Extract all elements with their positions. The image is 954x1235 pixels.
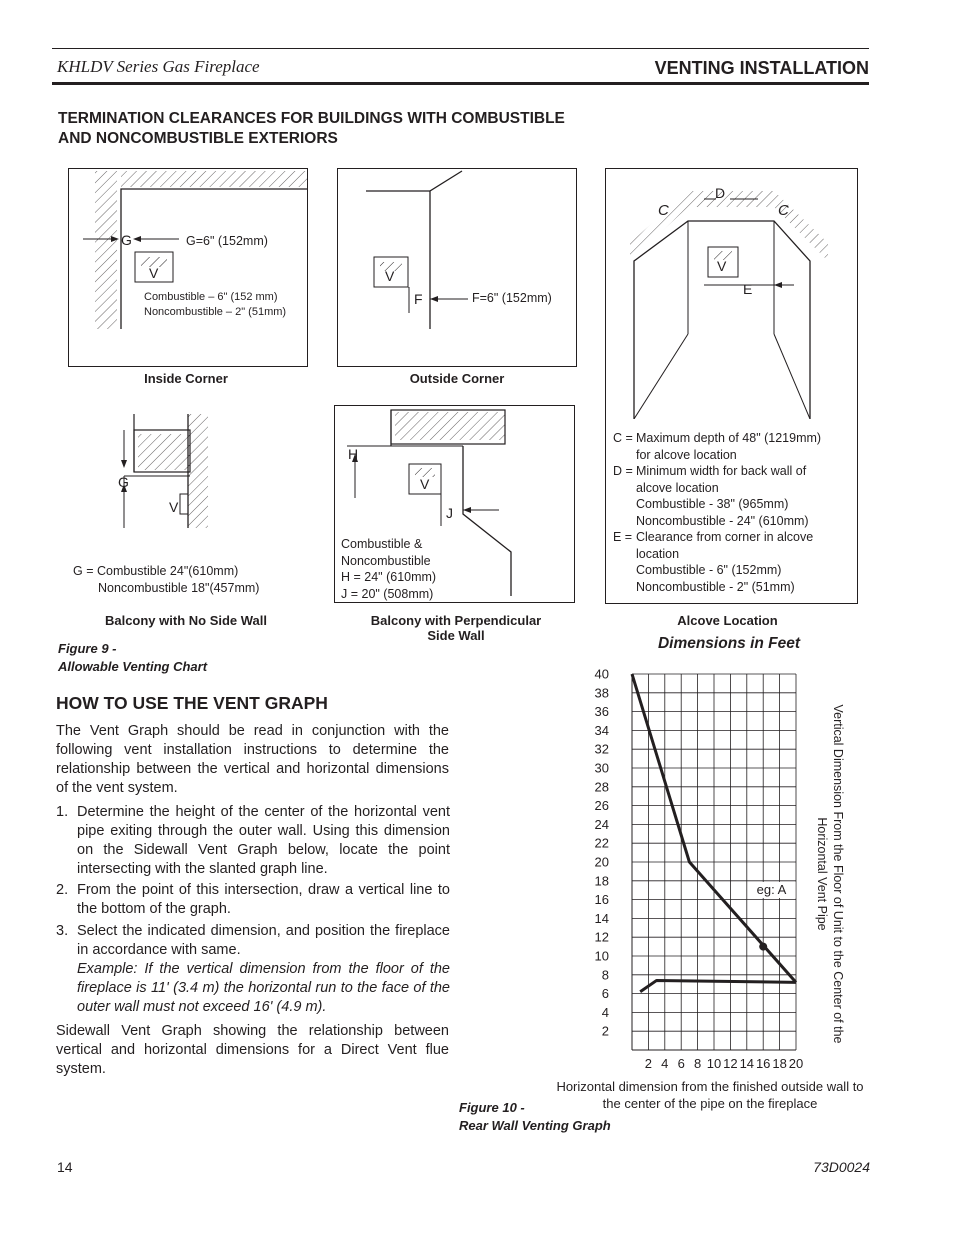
legend-d: Minimum width for back wall of alcove location Combustible - 38" (965mm) Noncombustible - 24" (610mm) — [636, 464, 809, 528]
label-c-right: C — [778, 202, 789, 219]
header-rule-top — [52, 48, 869, 49]
alcove-diagram — [605, 168, 858, 604]
header-rule-bottom — [52, 82, 869, 85]
x-tick-label: 16 — [755, 1056, 771, 1071]
x-tick-label: 10 — [706, 1056, 722, 1071]
balcony-perp-caption: Balcony with Perpendicular Side Wall — [370, 613, 542, 643]
chart-xlabel: Horizontal dimension from the finished outside wall to the center of the pipe on the fireplace — [556, 1079, 864, 1111]
y-tick-label: 20 — [594, 854, 609, 870]
document-number: 73D0024 — [813, 1159, 870, 1175]
balcony-perp-diagram — [334, 405, 575, 603]
y-tick-label: 6 — [601, 986, 609, 1002]
y-tick-label: 2 — [601, 1023, 609, 1039]
figure10-caption: Figure 10 - Rear Wall Venting Graph — [459, 1100, 611, 1133]
y-tick-label: 14 — [594, 910, 609, 926]
label-d: D — [715, 185, 726, 201]
y-tick-label: 28 — [594, 779, 609, 795]
outside-corner-caption: Outside Corner — [409, 371, 505, 386]
label-e: E — [743, 281, 753, 297]
legend-key-c: C = — [613, 431, 633, 445]
y-tick-label: 16 — [594, 892, 609, 908]
x-tick-label: 4 — [661, 1056, 669, 1071]
label-g: G — [118, 474, 129, 490]
howto-step-2: 2. From the point of this intersection, draw a vertical line to the bottom of the graph. — [56, 882, 450, 917]
y-tick-label: 36 — [594, 704, 609, 720]
y-tick-label: 24 — [594, 816, 609, 832]
y-tick-label: 22 — [594, 835, 609, 851]
legend-key-e: E = — [613, 530, 633, 544]
series-title: KHLDV Series Gas Fireplace — [57, 57, 260, 76]
x-tick-label: 20 — [788, 1056, 804, 1071]
x-tick-label: 2 — [644, 1056, 653, 1071]
howto-step-3: 3. Select the indicated dimension, and position the fireplace in accordance with same. Example: If the vertical dimension from the floor of the fireplace is 11' (3.4 m) the horizontal run to the face of the outer wall must not exceed 16' (4.9 m). — [56, 923, 450, 1015]
f-dimension: F=6" (152mm) — [472, 291, 552, 305]
label-v: V — [717, 258, 727, 274]
x-tick-label: 6 — [677, 1056, 685, 1071]
label-c-left: C — [658, 202, 669, 219]
howto-closing: Sidewall Vent Graph showing the relationship between vertical and horizontal dimensions for a Direct Vent flue system. — [56, 1023, 449, 1077]
g-dimension: G=6" (152mm) — [186, 234, 268, 248]
legend-e: Clearance from corner in alcove location Combustible - 6" (152mm) Noncombustible - 2" (51mm) — [636, 530, 814, 594]
page-number: 14 — [57, 1159, 73, 1175]
y-tick-label: 10 — [594, 948, 609, 964]
termination-title: TERMINATION CLEARANCES FOR BUILDINGS WITH COMBUSTIBLE AND NONCOMBUSTIBLE EXTERIORS — [58, 110, 565, 147]
combustible-note: Combustible – 6" (152 mm) — [144, 291, 278, 303]
perp-note: Combustible & Noncombustible H = 24" (610mm) J = 20" (508mm) — [341, 537, 437, 601]
balcony-no-wall-drawing — [68, 408, 308, 528]
label-f: F — [414, 291, 423, 307]
y-tick-label: 40 — [594, 666, 609, 682]
chart-title: Dimensions in Feet — [657, 635, 801, 652]
howto-heading: HOW TO USE THE VENT GRAPH — [56, 693, 328, 713]
annotation-label: eg: A — [756, 881, 787, 897]
howto-example: Example: If the vertical dimension from the floor of the fireplace is 11' (3.4 m) the horizontal run to the face of the outer wall must not exceed 16' (4.9 m). — [77, 961, 450, 1015]
outside-corner-diagram — [337, 168, 577, 367]
series-line-2 — [640, 980, 796, 991]
alcove-drawing — [606, 169, 857, 419]
outside-corner-drawing — [338, 169, 576, 366]
howto-step-1: 1. Determine the height of the center of the horizontal vent pipe exiting through the outer wall. Using this dimension on the Sidewall Vent Graph below, locate the point intersecting with the slanted graph line. — [56, 804, 450, 877]
legend-c: Maximum depth of 48" (1219mm) for alcove location — [636, 431, 822, 462]
legend-key-d: D = — [613, 464, 633, 478]
x-tick-label: 14 — [739, 1056, 755, 1071]
inside-corner-drawing — [69, 169, 307, 366]
combustible-note: G = Combustible 24"(610mm) — [73, 564, 239, 578]
inside-corner-diagram — [68, 168, 308, 367]
y-tick-label: 30 — [594, 760, 609, 776]
label-v: V — [149, 265, 159, 281]
howto-intro: The Vent Graph should be read in conjunction with the following vent installation instructions to determine the relationship between the vertical and horizontal dimensions of the vent system. — [56, 723, 449, 796]
y-tick-label: 8 — [601, 967, 609, 983]
inside-corner-caption: Inside Corner — [144, 371, 228, 386]
chart-ylabel: Vertical Dimension From the Floor of Unit to the Center of the Horizontal Vent Pipe — [815, 704, 845, 1044]
balcony-no-wall-diagram — [68, 408, 308, 603]
noncombustible-note: Noncombustible – 2" (51mm) — [144, 306, 287, 318]
label-v: V — [385, 268, 395, 284]
label-g: G — [121, 232, 132, 248]
label-v: V — [420, 476, 430, 492]
y-tick-label: 32 — [594, 741, 609, 757]
y-tick-label: 4 — [601, 1004, 609, 1020]
noncombustible-note: Noncombustible 18"(457mm) — [98, 581, 260, 595]
y-tick-label: 18 — [594, 873, 609, 889]
y-tick-label: 12 — [594, 929, 609, 945]
label-h: H — [348, 446, 359, 462]
y-tick-label: 34 — [594, 722, 609, 738]
y-tick-label: 38 — [594, 685, 609, 701]
figure9-caption: Figure 9 - Allowable Venting Chart — [58, 641, 208, 674]
label-j: J — [446, 505, 453, 521]
annotation-point — [759, 943, 767, 951]
label-v: V — [169, 499, 179, 515]
alcove-caption: Alcove Location — [677, 613, 778, 628]
section-title: VENTING INSTALLATION — [654, 58, 869, 78]
x-tick-label: 12 — [723, 1056, 738, 1071]
y-tick-label: 26 — [594, 798, 609, 814]
balcony-no-wall-caption: Balcony with No Side Wall — [104, 613, 268, 628]
x-tick-label: 8 — [693, 1056, 702, 1071]
x-tick-label: 18 — [772, 1056, 787, 1071]
